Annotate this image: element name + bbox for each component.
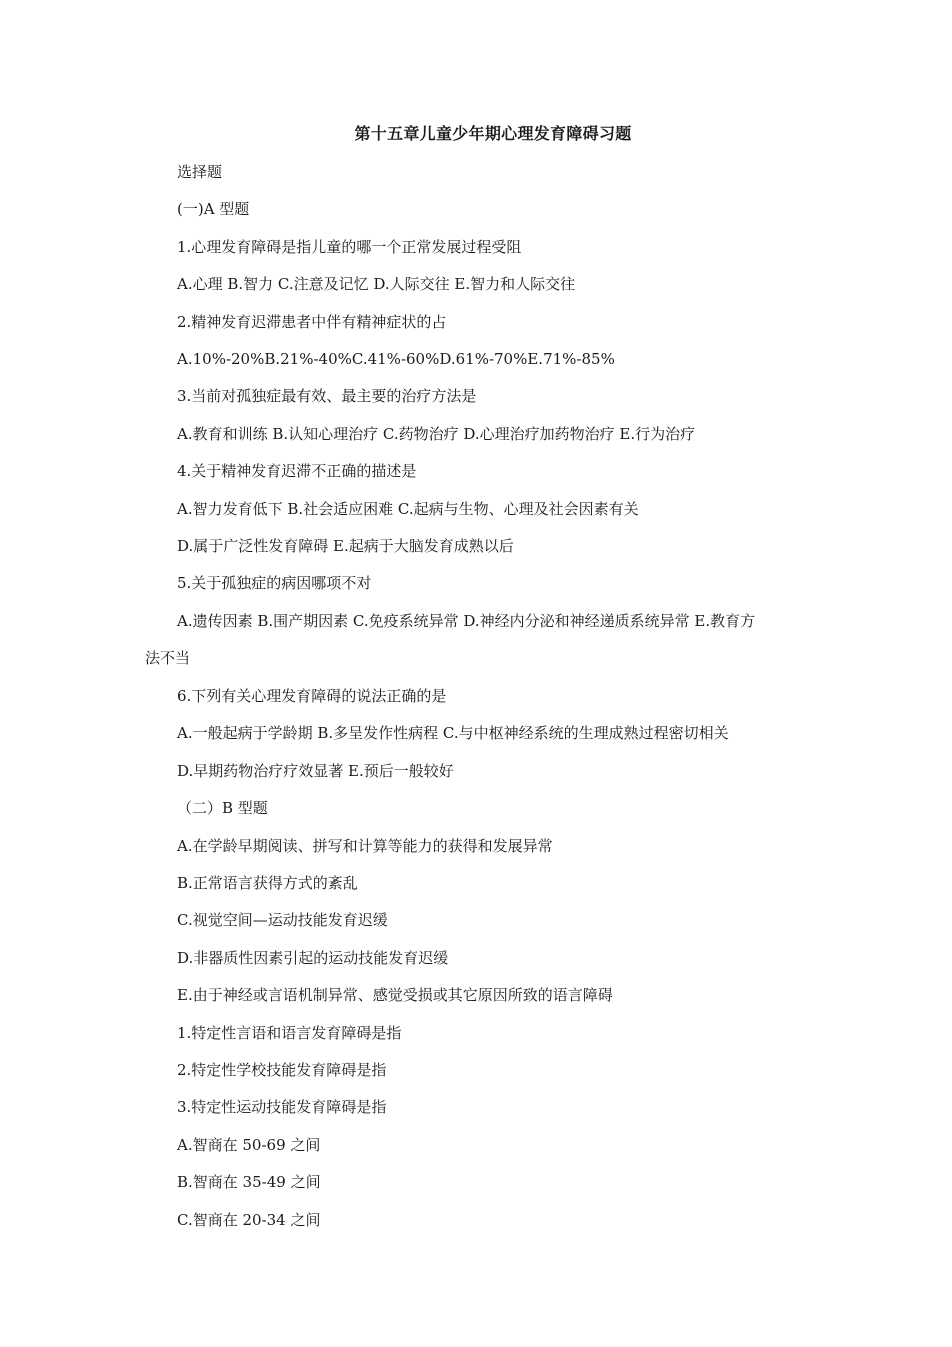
option-item: C.视觉空间—运动技能发育迟缓 xyxy=(177,911,388,929)
question-text: 5.关于孤独症的病因哪项不对 xyxy=(177,574,372,592)
answer-options: D.早期药物治疗疗效显著 E.预后一般较好 xyxy=(177,762,454,780)
question-text: 2.精神发育迟滞患者中伴有精神症状的占 xyxy=(177,313,447,331)
answer-options: A.智力发育低下 B.社会适应困难 C.起病与生物、心理及社会因素有关 xyxy=(177,500,639,518)
question-text: 2.特定性学校技能发育障碍是指 xyxy=(177,1061,387,1079)
document-title: 第十五章儿童少年期心理发育障碍习题 xyxy=(354,124,632,143)
answer-options: A.教育和训练 B.认知心理治疗 C.药物治疗 D.心理治疗加药物治疗 E.行为治疗 xyxy=(177,425,696,443)
section-heading: 选择题 xyxy=(177,163,223,181)
subsection-heading: (一)A 型题 xyxy=(177,200,250,218)
option-item: B.智商在 35-49 之间 xyxy=(177,1173,321,1191)
option-item: D.非器质性因素引起的运动技能发育迟缓 xyxy=(177,949,449,967)
option-item: E.由于神经或言语机制异常、感觉受损或其它原因所致的语言障碍 xyxy=(177,986,613,1004)
option-item: B.正常语言获得方式的紊乱 xyxy=(177,874,358,892)
question-text: 1.特定性言语和语言发育障碍是指 xyxy=(177,1024,402,1042)
option-item: A.在学龄早期阅读、拼写和计算等能力的获得和发展异常 xyxy=(177,837,553,855)
option-item: A.智商在 50-69 之间 xyxy=(177,1136,321,1154)
question-text: 4.关于精神发育迟滞不正确的描述是 xyxy=(177,462,417,480)
answer-options: A.一般起病于学龄期 B.多呈发作性病程 C.与中枢神经系统的生理成熟过程密切相关 xyxy=(177,724,729,742)
question-text: 3.特定性运动技能发育障碍是指 xyxy=(177,1098,387,1116)
answer-options: A.心理 B.智力 C.注意及记忆 D.人际交往 E.智力和人际交往 xyxy=(177,275,576,293)
answer-options-continued: 法不当 xyxy=(145,649,191,667)
question-text: 3.当前对孤独症最有效、最主要的治疗方法是 xyxy=(177,387,477,405)
subsection-heading: （二）B 型题 xyxy=(177,799,268,817)
question-text: 1.心理发育障碍是指儿童的哪一个正常发展过程受阻 xyxy=(177,238,522,256)
option-item: C.智商在 20-34 之间 xyxy=(177,1211,321,1229)
answer-options: A.10%-20%B.21%-40%C.41%-60%D.61%-70%E.71%-85% xyxy=(177,350,615,368)
question-text: 6.下列有关心理发育障碍的说法正确的是 xyxy=(177,687,447,705)
answer-options: A.遗传因素 B.围产期因素 C.免疫系统异常 D.神经内分泌和神经递质系统异常 E.教育方 xyxy=(177,612,756,630)
answer-options: D.属于广泛性发育障碍 E.起病于大脑发育成熟以后 xyxy=(177,537,514,555)
